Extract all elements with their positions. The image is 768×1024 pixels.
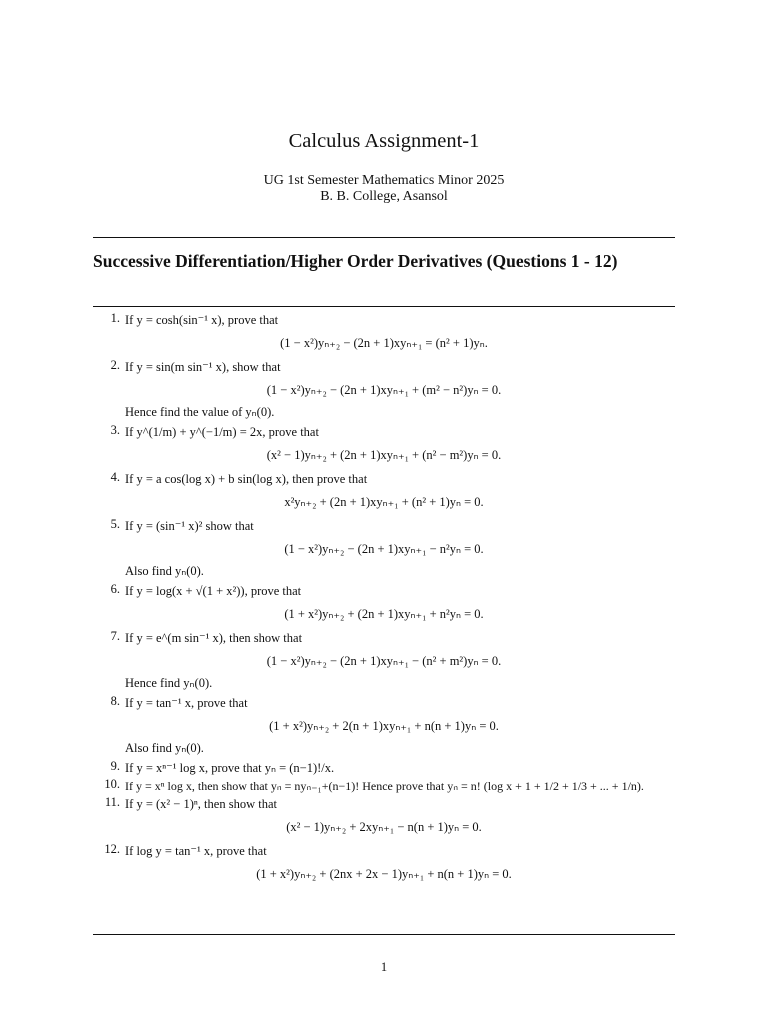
section-bottom-rule [93,306,675,307]
question-equation: (1 − x²)yₙ₊₂ − (2n + 1)xyₙ₊₁ − n²yₙ = 0. [284,542,484,556]
question-statement: If y = (sin⁻¹ x)² show that [125,519,254,533]
question-followup: Also find yₙ(0). [125,564,204,578]
question-number: 3. [110,423,120,437]
section-heading: Successive Differentiation/Higher Order Derivatives (Questions 1 - 12) [93,251,618,271]
question-equation: x²yₙ₊₂ + (2n + 1)xyₙ₊₁ + (n² + 1)yₙ = 0. [284,495,484,509]
question-statement: If y = e^(m sin⁻¹ x), then show that [125,631,303,645]
question-item [93,469,693,516]
question-equation: (1 − x²)yₙ₊₂ − (2n + 1)xyₙ₊₁ − (n² + m²)yₙ = 0. [266,654,502,668]
question-item [93,794,693,841]
question-statement: If y = tan⁻¹ x, prove that [125,696,248,710]
question-item [93,357,693,422]
question-followup: Hence find the value of yₙ(0). [125,405,275,419]
question-statement: If y = sin(m sin⁻¹ x), show that [125,360,281,374]
question-statement: If log y = tan⁻¹ x, prove that [125,844,267,858]
question-statement: If y^(1/m) + y^(−1/m) = 2x, prove that [125,425,319,439]
question-statement: If y = xⁿ log x, then show that yₙ = nyₙ₋₁+(n−1)! Hence prove that yₙ = n! (log x + 1 + 1/2 + 1/3 + ... + 1/n). [125,779,644,793]
question-item [93,581,693,628]
question-statement: If y = a cos(log x) + b sin(log x), then prove that [125,472,368,486]
section-top-rule [93,237,675,238]
question-number: 2. [110,358,120,372]
question-equation: (1 − x²)yₙ₊₂ − (2n + 1)xyₙ₊₁ + (m² − n²)yₙ = 0. [266,383,502,397]
question-number: 12. [104,842,120,856]
question-equation: (1 − x²)yₙ₊₂ − (2n + 1)xyₙ₊₁ = (n² + 1)yₙ. [280,336,488,350]
question-equation: (1 + x²)yₙ₊₂ + 2(n + 1)xyₙ₊₁ + n(n + 1)yₙ = 0. [269,719,499,733]
question-followup: Hence find yₙ(0). [125,676,213,690]
question-number: 6. [110,582,120,596]
question-item [93,516,693,581]
question-number: 8. [110,694,120,708]
question-equation: (x² − 1)yₙ₊₂ + 2xyₙ₊₁ − n(n + 1)yₙ = 0. [286,820,482,834]
question-item [93,310,693,357]
document-title: Calculus Assignment-1 [288,130,480,152]
question-list [93,310,693,888]
page-number: 1 [380,960,388,974]
college-subtitle: B. B. College, Asansol [320,189,448,204]
question-equation: (x² − 1)yₙ₊₂ + (2n + 1)xyₙ₊₁ + (n² − m²)yₙ = 0. [266,448,502,462]
course-subtitle: UG 1st Semester Mathematics Minor 2025 [263,173,505,188]
question-followup: Also find yₙ(0). [125,741,204,755]
question-number: 11. [104,795,120,809]
question-statement: If y = log(x + √(1 + x²)), prove that [125,584,302,598]
question-number: 4. [110,470,120,484]
question-number: 5. [110,517,120,531]
question-item [93,693,693,758]
question-number: 1. [110,311,120,325]
question-statement: If y = xⁿ⁻¹ log x, prove that yₙ = (n−1)!/x. [125,761,335,775]
question-item [93,628,693,693]
question-number: 7. [110,629,120,643]
question-equation: (1 + x²)yₙ₊₂ + (2n + 1)xyₙ₊₁ + n²yₙ = 0. [284,607,484,621]
question-item [93,422,693,469]
question-statement: If y = cosh(sin⁻¹ x), prove that [125,313,279,327]
question-equation: (1 + x²)yₙ₊₂ + (2nx + 2x − 1)yₙ₊₁ + n(n + 1)yₙ = 0. [256,867,512,881]
question-number: 10. [104,777,120,791]
question-number: 9. [110,759,120,773]
question-item [93,758,693,776]
footer-rule [93,934,675,935]
question-statement: If y = (x² − 1)ⁿ, then show that [125,797,277,811]
question-item [93,841,693,888]
question-item [93,776,693,794]
